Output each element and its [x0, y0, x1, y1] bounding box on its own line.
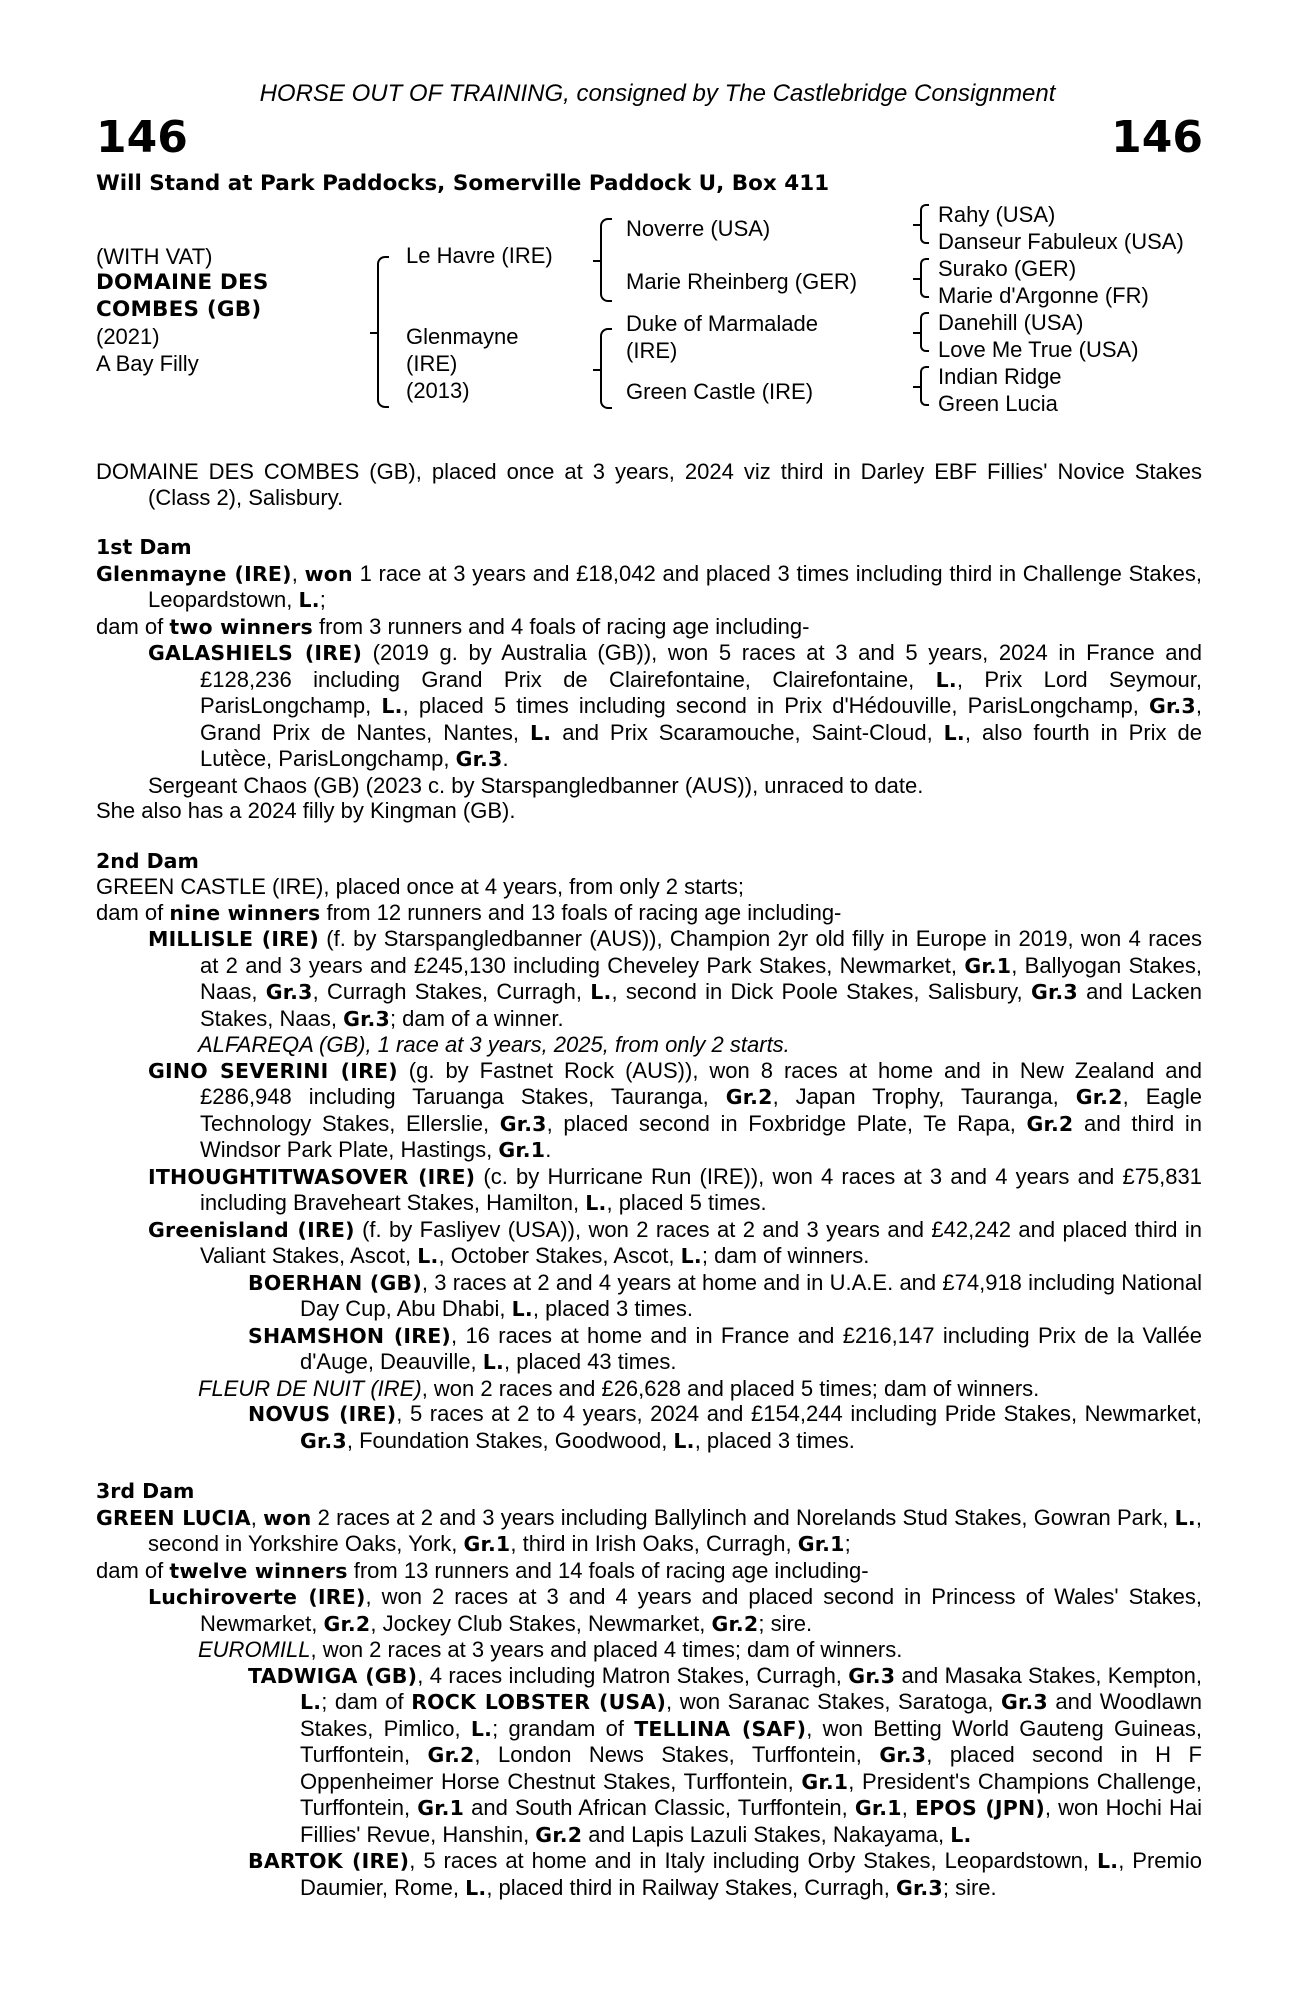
dam-sire-line2: (IRE) — [626, 338, 678, 363]
also-has-entry: She also has a 2024 filly by Kingman (GB). — [96, 798, 516, 823]
text: , 4 races including Matron Stakes, Curragh, — [417, 1662, 849, 1688]
text: ; dam of a winner. — [389, 1005, 564, 1031]
alfareqa-name: ALFAREQA (GB) — [198, 1032, 366, 1057]
second-dam-produce — [96, 900, 1202, 927]
winners-count: twelve winners — [169, 1558, 348, 1583]
listed-tag: L. — [950, 1822, 972, 1847]
text: , placed 5 times including second in Prix d'Hédouville, ParisLongchamp, — [402, 693, 1150, 718]
group-tag: Gr.2 — [711, 1611, 759, 1636]
text: , second in Yorkshire Oaks, York, — [148, 1504, 1202, 1556]
text: ; — [319, 587, 326, 612]
text: , won 2 races and £26,628 and placed 5 times; dam of winners. — [421, 1375, 1040, 1401]
galashiels-entry — [96, 640, 1202, 773]
gino-severini-name: GINO SEVERINI (IRE) — [148, 1058, 398, 1083]
winners-count: two winners — [169, 614, 313, 639]
group-tag: Gr.2 — [725, 1085, 773, 1109]
novus-name: NOVUS (IRE) — [248, 1402, 397, 1426]
text: , second in Dick Poole Stakes, Salisbury, — [611, 979, 1031, 1004]
text: , — [901, 1795, 915, 1820]
listed-tag: L. — [680, 1244, 702, 1268]
bartok-name: BARTOK (IRE) — [248, 1849, 410, 1873]
listed-tag: L. — [300, 1690, 322, 1714]
text: , placed second in H F Oppenheimer Horse Chestnut Stakes, Turffontein, — [300, 1742, 1202, 1794]
group-tag: Gr.3 — [895, 1875, 943, 1900]
sire-sire-dam: Danseur Fabuleux (USA) — [938, 229, 1184, 254]
tellina-name: TELLINA (SAF) — [634, 1716, 807, 1741]
text: , Ballyogan Stakes, Naas, — [200, 952, 1202, 1004]
lot-number-right: 146 — [1111, 112, 1203, 163]
first-dam-name: Glenmayne (IRE) — [96, 561, 292, 586]
sire-dam: Marie Rheinberg (GER) — [626, 269, 858, 294]
horse-name-line1: DOMAINE DES — [96, 270, 269, 295]
group-tag: Gr.2 — [1075, 1085, 1123, 1109]
group-tag: Gr.1 — [463, 1532, 511, 1556]
text: , 5 races at home and in Italy including Orby Stakes, Leopardstown, — [409, 1848, 1097, 1873]
text: ; dam of winners. — [701, 1243, 870, 1268]
second-dam-heading: 2nd Dam — [96, 848, 199, 873]
dam-line3: (2013) — [406, 378, 470, 403]
text: (2019 g. by Australia (GB)), won 5 races at 3 and 5 years, 2024 in France and £128,236 including Grand Prix de Clairefontaine, Clairefontaine, — [200, 640, 1202, 692]
text: ; sire. — [758, 1610, 813, 1636]
catalogue-body — [96, 459, 1202, 1901]
group-tag: Gr.3 — [1030, 980, 1078, 1004]
horse-description: A Bay Filly — [96, 351, 199, 376]
text: , third in Irish Oaks, Curragh, — [510, 1531, 798, 1556]
millisle-entry — [96, 926, 1202, 1032]
shamshon-name: SHAMSHON (IRE) — [248, 1323, 451, 1348]
listed-tag: L. — [417, 1244, 439, 1268]
first-dam-heading: 1st Dam — [96, 535, 192, 559]
tadwiga-entry — [96, 1663, 1202, 1849]
third-dam-record — [96, 1505, 1202, 1558]
euromill-name: EUROMILL — [198, 1637, 311, 1662]
group-tag: Gr.3 — [879, 1743, 927, 1767]
boerhan-name: BOERHAN (GB) — [248, 1270, 422, 1295]
text: , Eagle Technology Stakes, Ellerslie, — [200, 1084, 1202, 1136]
text: , Premio Daumier, Rome, — [300, 1848, 1202, 1900]
text: dam of — [96, 899, 170, 925]
group-tag: Gr.3 — [499, 1111, 547, 1136]
text: , won 2 races at 3 and 4 years and placed second in Princess of Wales' Stakes, Newmarket, — [200, 1584, 1202, 1636]
listed-tag: L. — [482, 1350, 505, 1374]
text: , 1 race at 3 years, 2025, from only 2 starts. — [365, 1032, 790, 1057]
group-tag: Gr.3 — [343, 1006, 390, 1031]
brace-sd — [920, 258, 929, 298]
sire-sire: Noverre (USA) — [626, 216, 771, 241]
text: , Curragh Stakes, Curragh, — [312, 979, 591, 1004]
greenisland-name: Greenisland (IRE) — [148, 1217, 355, 1242]
text: , placed second in Foxbridge Plate, Te Rapa, — [546, 1110, 1027, 1136]
text: , Grand Prix de Nantes, Nantes, — [200, 693, 1203, 745]
text: , won Hochi Hai Fillies' Revue, Hanshin, — [300, 1795, 1202, 1847]
group-tag: Gr.3 — [1149, 694, 1196, 718]
won-label: won — [263, 1505, 312, 1530]
text: ; — [844, 1531, 851, 1556]
dam-sire-sire: Danehill (USA) — [938, 310, 1084, 335]
group-tag: Gr.3 — [1001, 1690, 1048, 1714]
text: and Masaka Stakes, Kempton, — [895, 1662, 1202, 1688]
text: , President's Champions Challenge, Turffontein, — [300, 1768, 1202, 1820]
sire-dam-dam: Marie d'Argonne (FR) — [938, 283, 1149, 308]
brace-ds — [920, 312, 929, 352]
text: , Jockey Club Stakes, Newmarket, — [370, 1610, 712, 1636]
text: . — [502, 746, 509, 771]
group-tag: Gr.3 — [455, 747, 503, 771]
group-tag: Gr.3 — [265, 980, 313, 1004]
stand-location: Will Stand at Park Paddocks, Somerville Paddock U, Box 411 — [96, 171, 830, 196]
luchiroverte-name: Luchiroverte (IRE) — [148, 1585, 366, 1609]
text: ; grandam of — [492, 1715, 635, 1741]
winners-count: nine winners — [169, 900, 321, 925]
boerhan-entry — [96, 1270, 1202, 1323]
dam-dam-sire: Indian Ridge — [938, 364, 1062, 389]
text: (c. by Hurricane Run (IRE)), won 4 races at 3 and 4 years and £75,831 including Braveheart Stakes, Hamilton, — [200, 1163, 1202, 1215]
listed-tag: L. — [943, 720, 965, 745]
group-tag: Gr.2 — [1026, 1111, 1074, 1136]
text: , London News Stakes, Turffontein, — [474, 1742, 880, 1767]
luchiroverte-entry — [96, 1584, 1202, 1637]
fleur-de-nuit-entry — [96, 1376, 1202, 1402]
brace-dam — [600, 328, 612, 409]
text: , placed 43 times. — [504, 1349, 677, 1374]
text: , placed 3 times. — [532, 1296, 694, 1321]
text: (f. by Fasliyev (USA)), won 2 races at 2 and 3 years and £42,242 and placed third in Valiant Stakes, Ascot, — [200, 1216, 1202, 1268]
millisle-name: MILLISLE (IRE) — [148, 927, 319, 951]
listed-tag: L. — [585, 1191, 607, 1215]
third-dam-heading: 3rd Dam — [96, 1479, 195, 1503]
text: and Lacken Stakes, Naas, — [200, 979, 1202, 1031]
second-dam-record: GREEN CASTLE (IRE), placed once at 4 years, from only 2 starts; — [96, 874, 745, 899]
consignment-note: HORSE OUT OF TRAINING, consigned by The Castlebridge Consignment — [259, 80, 1056, 107]
epos-name: EPOS (JPN) — [915, 1796, 1045, 1820]
group-tag: Gr.3 — [300, 1428, 347, 1453]
text: and third in Windsor Park Plate, Hastings, — [200, 1110, 1202, 1162]
text: and Woodlawn Stakes, Pimlico, — [300, 1689, 1203, 1741]
vat-label: (WITH VAT) — [96, 244, 213, 269]
bartok-entry — [96, 1848, 1202, 1901]
listed-tag: L. — [1096, 1849, 1119, 1873]
group-tag: Gr.1 — [417, 1796, 465, 1820]
gino-severini-entry — [96, 1058, 1202, 1164]
text: 2 races at 2 and 3 years including Ballylinch and Norelands Stud Stakes, Gowran Park, — [311, 1504, 1175, 1530]
text: dam of — [96, 613, 170, 639]
text: , won 2 races at 3 years and placed 4 times; dam of winners. — [310, 1637, 903, 1662]
dam-line1: Glenmayne — [406, 324, 519, 349]
text: and South African Classic, Turffontein, — [464, 1795, 855, 1820]
listed-tag: L. — [673, 1428, 695, 1453]
text: from 12 runners and 13 foals of racing age including- — [320, 899, 842, 925]
group-tag: Gr.3 — [848, 1663, 896, 1688]
sire-dam-sire: Surako (GER) — [938, 256, 1077, 281]
text: , October Stakes, Ascot, — [438, 1243, 681, 1268]
third-dam-produce — [96, 1558, 1202, 1585]
text: , also fourth in Prix de Lutèce, ParisLongchamp, — [200, 719, 1202, 771]
brace-ss — [920, 204, 929, 244]
dam-sire-dam: Love Me True (USA) — [938, 337, 1139, 362]
text: , won Saranac Stakes, Saratoga, — [666, 1689, 1001, 1714]
text: , placed 5 times. — [606, 1190, 767, 1215]
text: ; dam of — [321, 1689, 412, 1714]
sergeant-chaos-entry: Sergeant Chaos (GB) (2023 c. by Starspangledbanner (AUS)), unraced to date. — [148, 772, 924, 798]
group-tag: Gr.1 — [854, 1796, 902, 1820]
text: , — [250, 1504, 264, 1530]
first-dam-produce — [96, 614, 1202, 641]
text: 1 race at 3 years and £18,042 and placed 3 times including third in Challenge Stakes, Leopardstown, — [148, 560, 1202, 612]
text: , 3 races at 2 and 4 years at home and in U.A.E. and £74,918 including National Day Cup, Abu Dhabi, — [300, 1269, 1202, 1321]
group-tag: Gr.2 — [323, 1611, 371, 1636]
text: . — [545, 1137, 552, 1162]
group-tag: Gr.1 — [498, 1138, 546, 1162]
listed-tag: L. — [381, 694, 403, 718]
rock-lobster-name: ROCK LOBSTER (USA) — [411, 1690, 667, 1714]
text: from 13 runners and 14 foals of racing age including- — [347, 1557, 869, 1583]
sire: Le Havre (IRE) — [406, 243, 553, 268]
intro-paragraph: DOMAINE DES COMBES (GB), placed once at 3 years, 2024 viz third in Darley EBF Fillies' Novice Stakes (Class 2), Salisbury. — [96, 459, 1202, 510]
group-tag: Gr.2 — [535, 1822, 583, 1847]
listed-tag: L. — [935, 667, 957, 692]
tadwiga-name: TADWIGA (GB) — [248, 1663, 418, 1688]
horse-year: (2021) — [96, 324, 160, 349]
sire-sire-sire: Rahy (USA) — [938, 202, 1056, 227]
text: (g. by Fastnet Rock (AUS)), won 8 races at home and in New Zealand and £286,948 including Taruanga Stakes, Tauranga, — [200, 1057, 1202, 1109]
group-tag: Gr.2 — [427, 1743, 475, 1767]
text: , Prix Lord Seymour, ParisLongchamp, — [200, 666, 1202, 718]
dam-dam: Green Castle (IRE) — [626, 379, 814, 404]
euromill-entry — [96, 1637, 1202, 1663]
fleur-de-nuit-name: FLEUR DE NUIT (IRE) — [198, 1375, 422, 1401]
shamshon-entry — [96, 1323, 1202, 1376]
group-tag: Gr.1 — [797, 1532, 845, 1556]
text: (f. by Starspangledbanner (AUS)), Champion 2yr old filly in Europe in 2019, won 4 races at 2 and 3 years and £245,130 including Cheveley Park Stakes, Newmarket, — [200, 926, 1202, 978]
text: , 16 races at home and in France and £216,147 including Prix de la Vallée d'Auge, Deauville, — [300, 1322, 1202, 1374]
text: , 5 races at 2 to 4 years, 2024 and £154,244 including Pride Stakes, Newmarket, — [396, 1401, 1202, 1426]
dam-dam-dam: Green Lucia — [938, 391, 1058, 416]
dam-sire-line1: Duke of Marmalade — [626, 311, 818, 336]
text: , Foundation Stakes, Goodwood, — [346, 1427, 674, 1453]
text: ; sire. — [942, 1874, 997, 1900]
text: , Japan Trophy, Tauranga, — [772, 1084, 1076, 1109]
greenisland-entry — [96, 1217, 1202, 1270]
ithoughtitwasover-entry — [96, 1164, 1202, 1217]
brace-sire — [600, 218, 612, 302]
text: dam of — [96, 1557, 170, 1583]
text: and Prix Scaramouche, Saint-Cloud, — [551, 719, 944, 745]
group-tag: Gr.1 — [964, 953, 1012, 978]
horse-name-line2: COMBES (GB) — [96, 297, 262, 322]
listed-tag: L. — [470, 1716, 493, 1741]
listed-tag: L. — [530, 720, 552, 745]
text: , placed third in Railway Stakes, Curragh, — [486, 1874, 896, 1900]
listed-tag: L. — [465, 1875, 487, 1900]
listed-tag: L. — [511, 1297, 533, 1321]
first-dam-record: Glenmayne (IRE), won 1 race at 3 years and £18,042 and placed 3 times including third in Challenge Stakes, Leopardstown, L.; — [96, 560, 1202, 612]
group-tag: Gr.1 — [801, 1769, 849, 1794]
lot-number-left: 146 — [96, 112, 188, 163]
galashiels-name: GALASHIELS (IRE) — [148, 641, 363, 665]
won-label: won — [304, 561, 353, 586]
text: , won Betting World Gauteng Guineas, Turffontein, — [300, 1715, 1202, 1767]
text: and Lapis Lazuli Stakes, Nakayama, — [582, 1821, 951, 1847]
brace-main — [377, 256, 389, 408]
novus-entry — [96, 1401, 1202, 1454]
text: from 3 runners and 4 foals of racing age including- — [312, 613, 810, 639]
brace-dd — [920, 366, 929, 406]
ithoughtitwasover-name: ITHOUGHTITWASOVER (IRE) — [148, 1164, 476, 1189]
listed-tag: L. — [590, 980, 612, 1004]
dam-line2: (IRE) — [406, 351, 458, 376]
third-dam-name: GREEN LUCIA — [96, 1505, 251, 1530]
listed-tag: L. — [1174, 1505, 1196, 1530]
listed-tag: L. — [298, 588, 320, 612]
alfareqa-entry — [96, 1032, 1202, 1058]
text: , placed 3 times. — [694, 1427, 855, 1453]
